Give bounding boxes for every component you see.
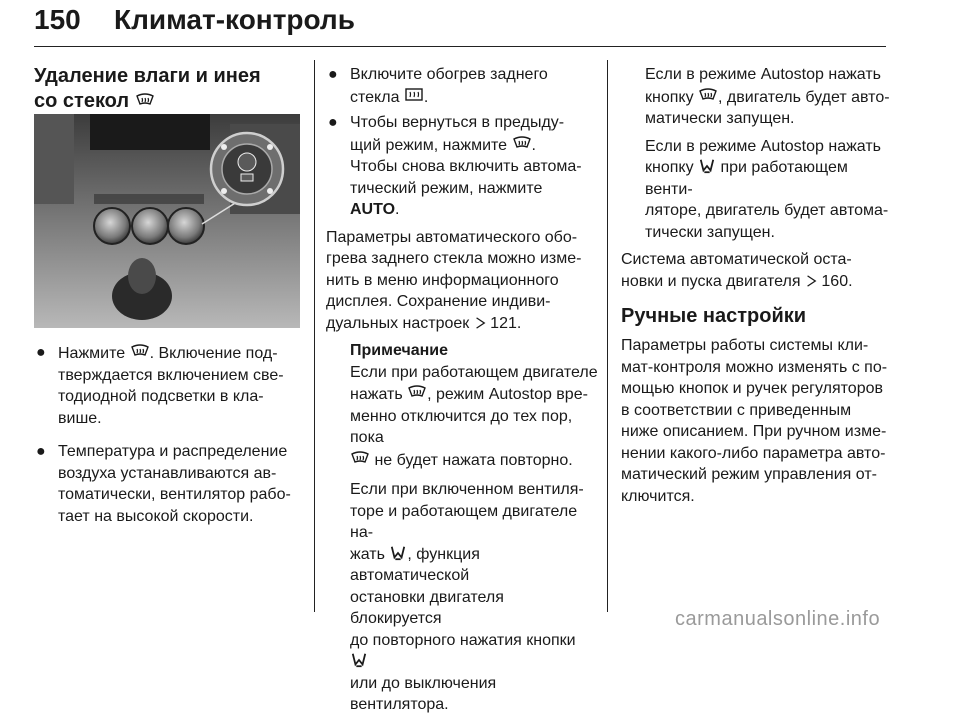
note-title: Примечание [350,342,449,359]
column-1 [34,64,304,114]
fan-icon [698,158,716,174]
note-block: Примечание Если при работающем двигателе нажать , режим Autostop вре- менно отключится до тех пор, пока не будет нажата повторно. Если при включенном вентиля- торе и работающем двигателе на- жать , функция автоматической остановки двигателя блокируется до повторного нажатия кнопки или до выключения вентилятора. [350,342,598,713]
column-divider-2 [607,60,608,612]
column-2 [326,64,598,722]
bullet-auto-settings: ● Температура и распределение воздуха устанавливаются ав- томатически, вентилятор рабо- тает на высокой скорости. [36,443,291,525]
bullet-dot: ● [36,443,46,460]
bullet-dot: ● [328,66,338,83]
column-3 [621,64,891,507]
windshield-defrost-icon [350,449,370,467]
windshield-defrost-icon [130,342,150,360]
climate-control-photo [34,114,300,328]
windshield-defrost-icon [512,134,532,152]
page-reference-icon [805,274,817,288]
column-divider-1 [314,60,315,612]
windshield-defrost-icon [407,383,427,401]
bullet-dot: ● [36,344,46,361]
page-reference-icon [474,316,486,330]
bullet-press-defrost: ● Нажмите . Включение под- тверждается включением све- тодиодной подсветки в кла- више. [36,344,284,427]
fan-icon [350,652,368,668]
page-number: 150 [34,4,81,35]
windshield-defrost-icon [135,91,155,109]
paragraph-manual-settings: Параметры работы системы кли- мат-контроля можно изменять с по- мощью кнопок и ручек регуляторов в соответствии с приведенным ниже описанием. При ручном изме- нении какого-либо параметра авто- матический режим управления от- ключится. [621,337,888,505]
paragraph-start-stop-ref: Система автоматической оста- новки и пуска двигателя 160. [621,251,853,290]
bullet-rear-heating: ● Включите обогрев заднего стекла . [328,66,548,106]
bullet-return-mode: ● Чтобы вернуться в предыду- щий режим, нажмите . Чтобы снова включить автома- тический режим, нажмите AUTO. [328,114,582,218]
paragraph-rear-settings: Параметры автоматического обо- грева заднего стекла можно изме- нить в меню информационного дисплея. Сохранение индиви- дуальных настроек 121. [326,228,582,332]
paragraph-autostop-defrost: Если в режиме Autostop нажать кнопку , двигатель будет авто- матически запущен. [645,66,890,127]
windshield-defrost-icon [698,86,718,104]
section-heading-manual: Ручные настройки [621,305,807,327]
column-1-bullets [34,342,304,539]
header-divider [34,46,886,47]
fan-icon [389,545,407,561]
paragraph-autostop-fan: Если в режиме Autostop нажать кнопку при работающем венти- ляторе, двигатель будет автома- тически запущен. [645,137,889,241]
section-heading-defrost: Удаление влаги и инея со стекол [34,65,261,112]
bullet-dot: ● [328,114,338,131]
watermark: carmanualsonline.info [675,608,881,630]
page-title: Климат-контроль [114,4,355,35]
rear-window-heating-icon [404,86,424,104]
